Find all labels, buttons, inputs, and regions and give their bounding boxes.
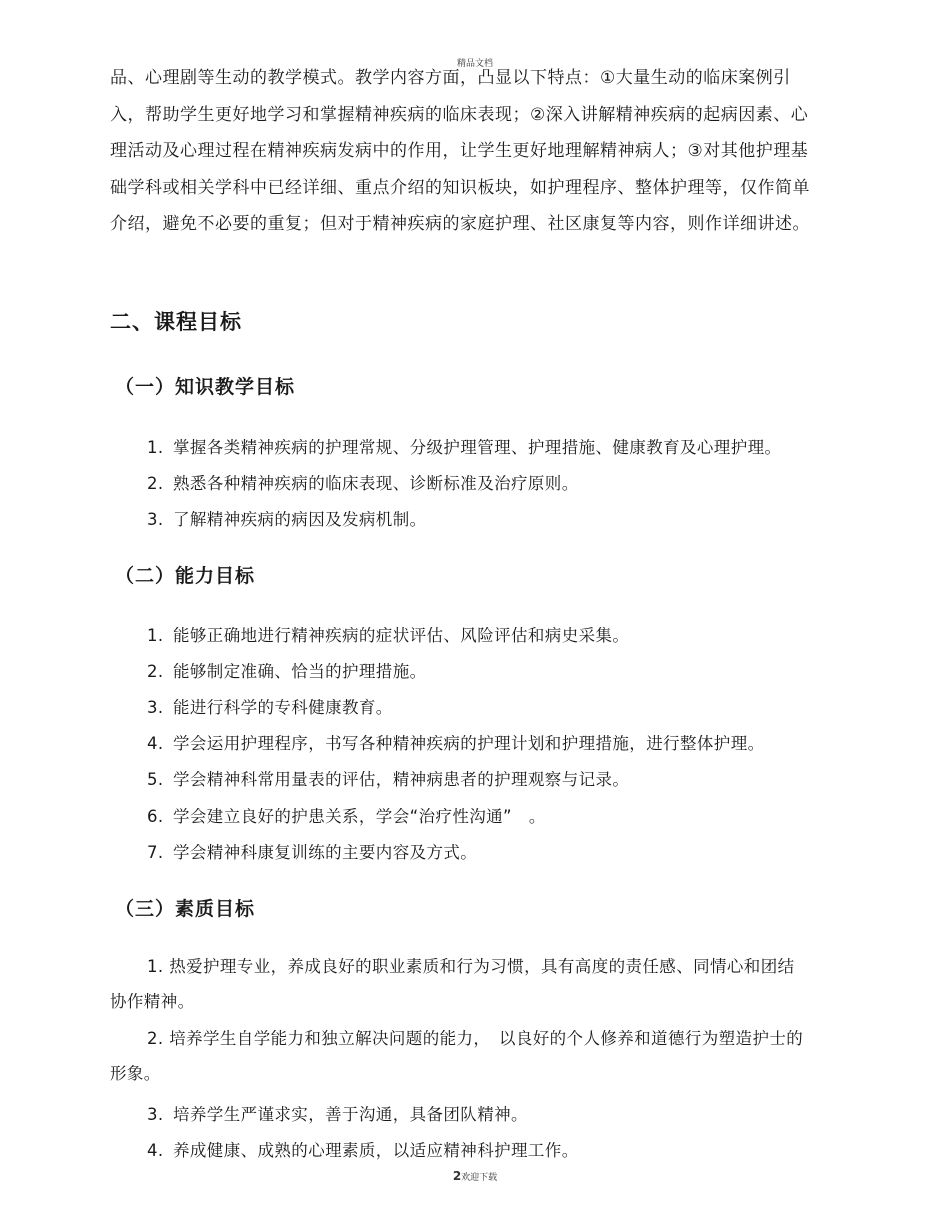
list-number: 7. (147, 843, 164, 862)
footer (0, 1169, 950, 1183)
list-text: 熟悉各种精神疾病的临床表现、诊断标准及治疗原则。 (173, 474, 579, 493)
list-item (147, 622, 629, 646)
list-text: 学会运用护理程序，书写各种精神疾病的护理计划和护理措施，进行整体护理。 (173, 734, 765, 753)
list-text: 学会建立良好的护患关系，学会“治疗性沟通” 。 (173, 807, 546, 826)
list-number: 4. (147, 1141, 164, 1160)
list-number: 2. (147, 662, 164, 681)
list-text: 学会精神科康复训练的主要内容及方式。 (173, 843, 478, 862)
list-text: 养成健康、成熟的心理素质，以适应精神科护理工作。 (173, 1141, 579, 1160)
list-number: 2. (147, 474, 164, 493)
list-number: 1. (147, 957, 164, 976)
list-text: 培养学生自学能力和独立解决问题的能力， 以良好的个人修养和道德行为塑造护士的形象。 (110, 1029, 804, 1083)
list-number: 3. (147, 1105, 164, 1124)
list-text: 能进行科学的专科健康教育。 (173, 698, 393, 717)
list-number: 6. (147, 807, 164, 826)
ability-goals-heading: （二）能力目标 (115, 565, 256, 587)
list-item (147, 658, 427, 682)
list-item (147, 839, 477, 863)
section-title: 二、课程目标 (110, 310, 242, 334)
list-item (147, 803, 546, 827)
list-item (147, 434, 781, 458)
list-number: 3. (147, 698, 164, 717)
list-number: 4. (147, 734, 164, 753)
quality-goals-heading: （三）素质目标 (115, 898, 256, 920)
list-text: 培养学生严谨求实，善于沟通，具备团队精神。 (173, 1105, 528, 1124)
list-item (147, 766, 629, 790)
list-text: 能够制定准确、恰当的护理措施。 (173, 662, 427, 681)
list-text: 热爱护理专业，养成良好的职业素质和行为习惯，具有高度的责任感、同情心和团结协作精神。 (110, 957, 795, 1011)
list-item (147, 506, 427, 530)
intro-paragraph: 品、心理剧等生动的教学模式。教学内容方面，凸显以下特点：①大量生动的临床案例引入，帮助学生更好地学习和掌握精神疾病的临床表现；②深入讲解精神疾病的起病因素、心理活动及心理过程在精神疾病发病中的作用，让学生更好地理解精神病人；③对其他护理基础学科或相关学科中已经详细、重点介绍的知识板块，如护理程序、整体护理等，仅作简单介绍，避免不必要的重复；但对于精神疾病的家庭护理、社区康复等内容，则作详细讲述。 (110, 68, 810, 234)
list-item (147, 1137, 579, 1161)
list-item (147, 1101, 528, 1125)
footer-watermark: 欢迎下载 (461, 1173, 498, 1183)
list-item (147, 694, 393, 718)
list-number: 3. (147, 510, 164, 529)
list-item (110, 949, 810, 1019)
list-text: 掌握各类精神疾病的护理常规、分级护理管理、护理措施、健康教育及心理护理。 (173, 438, 782, 457)
list-item (147, 730, 765, 754)
header-watermark: 精品文档 (456, 59, 493, 69)
list-number: 2. (147, 1029, 164, 1048)
list-number: 1. (147, 626, 164, 645)
knowledge-goals-heading: （一）知识教学目标 (115, 376, 296, 398)
list-item (147, 470, 579, 494)
list-number: 5. (147, 770, 164, 789)
list-text: 能够正确地进行精神疾病的症状评估、风险评估和病史采集。 (173, 626, 630, 645)
page-number: 2 (452, 1169, 462, 1183)
list-text: 学会精神科常用量表的评估，精神病患者的护理观察与记录。 (173, 770, 630, 789)
list-number: 1. (147, 438, 164, 457)
list-item (110, 1021, 810, 1091)
list-text: 了解精神疾病的病因及发病机制。 (173, 510, 427, 529)
